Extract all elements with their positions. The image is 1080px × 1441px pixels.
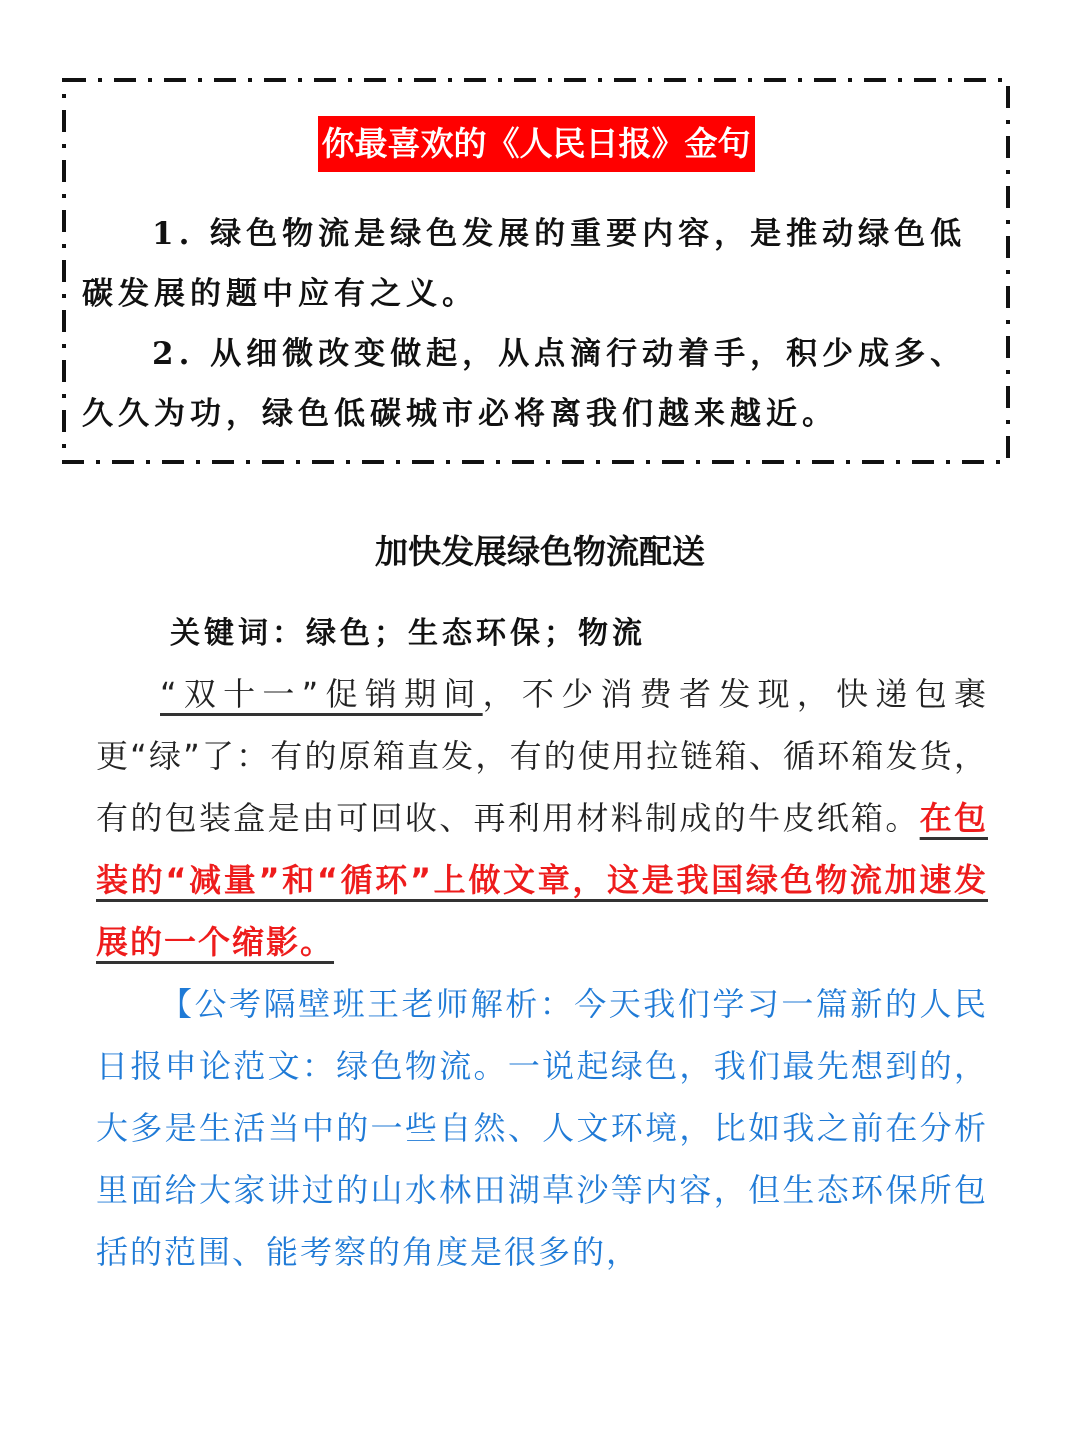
quote-box-title: 你最喜欢的《人民日报》金句 [318,116,755,172]
underlined-lead: “双十一”促销期间 [160,675,483,713]
article-title: 加快发展绿色物流配送 [375,532,705,571]
paragraph-intro-text: ，不少消费者发现，快递包裹更“绿”了：有的原箱直发，有的使用拉链箱、循环箱发货，有的包装盒是由可回收、再利用材料制成的牛皮纸箱。 [96,675,988,837]
highlight-sentence: 在包装的“减量”和“循环”上做文章，这是我国绿色物流加速发展的一个缩影。 [96,799,988,961]
quote-item-1: 1. 绿色物流是绿色发展的重要内容，是推动绿色低碳发展的题中应有之义。 [82,216,967,312]
paragraph-intro [96,663,988,973]
analysis-paragraph: 【公考隔壁班王老师解析：今天我们学习一篇新的人民日报申论范文：绿色物流。一说起绿色，我们最先想到的，大多是生活当中的一些自然、人文环境，比如我之前在分析里面给大家讲过的山水林田湖草沙等内容，但生态环保所包括的范围、能考察的角度是很多的， [96,985,988,1271]
quote-item-2: 2. 从细微改变做起，从点滴行动着手，积少成多、久久为功，绿色低碳城市必将离我们越来越近。 [82,336,967,432]
keywords-line: 关键词：绿色；生态环保；物流 [170,616,646,651]
golden-quote-box [62,78,1010,464]
